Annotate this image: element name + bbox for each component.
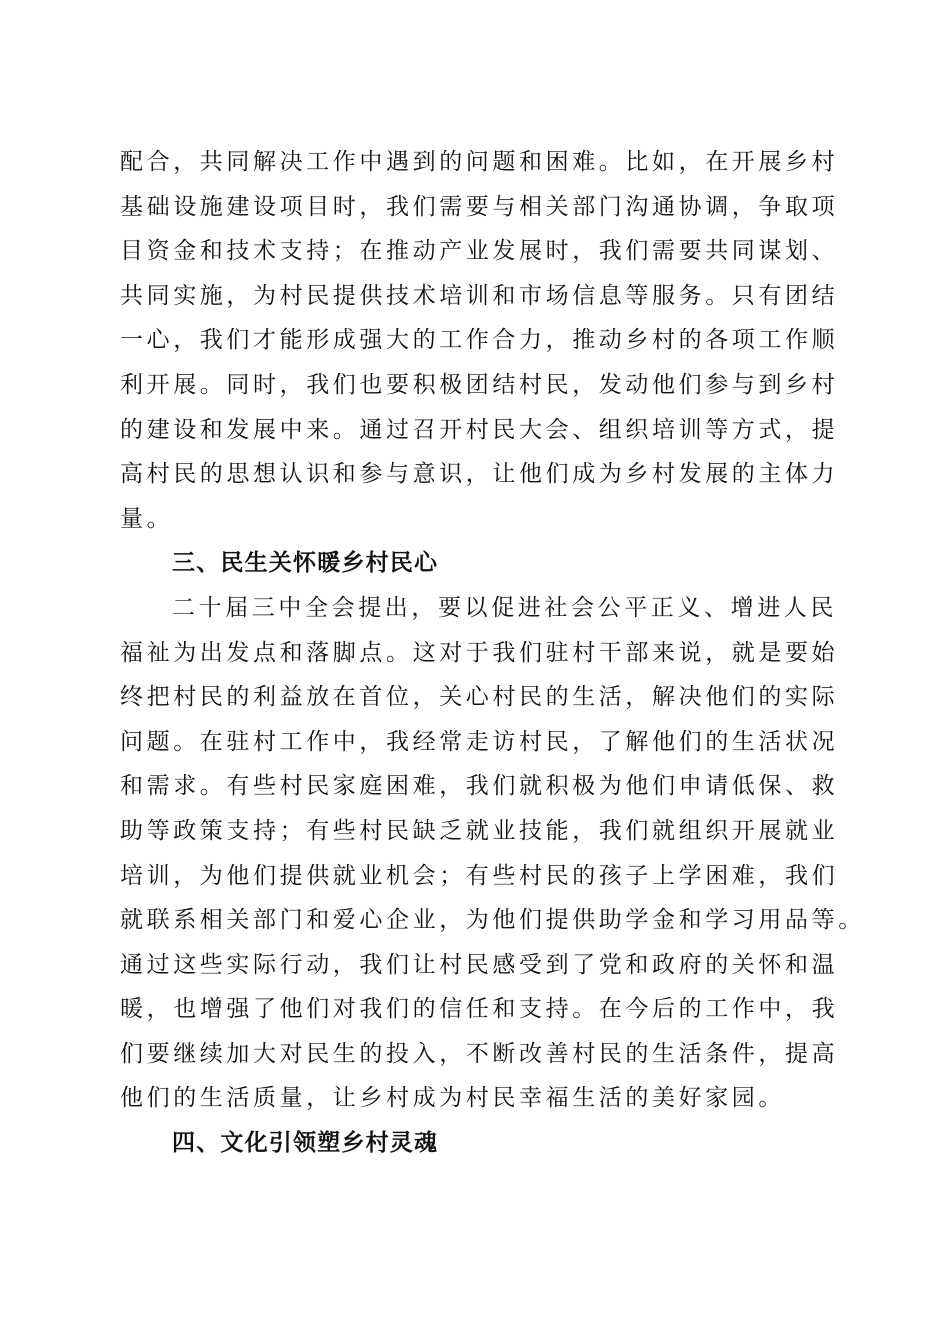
- text-line: 一心，我们才能形成强大的工作合力，推动乡村的各项工作顺: [120, 327, 839, 354]
- text-line: 和需求。有些村民家庭困难，我们就积极为他们申请低保、救: [120, 773, 839, 800]
- text-line: 共同实施，为村民提供技术培训和市场信息等服务。只有团结: [120, 282, 839, 309]
- section-heading-4: 四、文化引领塑乡村灵魂: [172, 1130, 439, 1157]
- paragraph-cooperation: [120, 140, 840, 541]
- text-line: 就联系相关部门和爱心企业，为他们提供助学金和学习用品等。: [120, 907, 865, 934]
- text-line: 高村民的思想认识和参与意识，让他们成为乡村发展的主体力: [120, 461, 839, 488]
- text-line: 目资金和技术支持；在推动产业发展时，我们需要共同谋划、: [120, 238, 839, 265]
- text-line: 量。: [120, 505, 174, 532]
- text-line: 二十届三中全会提出，要以促进社会公平正义、增进人民: [172, 594, 837, 621]
- text-line: 暖，也增强了他们对我们的信任和支持。在今后的工作中，我: [120, 996, 839, 1023]
- text-line: 利开展。同时，我们也要积极团结村民，发动他们参与到乡村: [120, 371, 839, 398]
- paragraph-livelihood: [120, 586, 865, 1121]
- section-heading-3: 三、民生关怀暖乡村民心: [172, 550, 439, 577]
- text-line: 培训，为他们提供就业机会；有些村民的孩子上学困难，我们: [120, 862, 839, 889]
- text-line: 们要继续加大对民生的投入，不断改善村民的生活条件，提高: [120, 1040, 839, 1067]
- text-line: 他们的生活质量，让乡村成为村民幸福生活的美好家园。: [120, 1085, 785, 1112]
- text-line: 问题。在驻村工作中，我经常走访村民，了解他们的生活状况: [120, 728, 839, 755]
- text-line: 福祉为出发点和落脚点。这对于我们驻村干部来说，就是要始: [120, 639, 839, 666]
- document-body: [120, 140, 865, 1166]
- text-line: 的建设和发展中来。通过召开村民大会、组织培训等方式，提: [120, 416, 839, 443]
- text-line: 配合，共同解决工作中遇到的问题和困难。比如，在开展乡村: [120, 149, 839, 175]
- text-line: 通过这些实际行动，我们让村民感受到了党和政府的关怀和温: [120, 951, 839, 978]
- text-line: 助等政策支持；有些村民缺乏就业技能，我们就组织开展就业: [120, 817, 839, 844]
- text-line: 终把村民的利益放在首位，关心村民的生活，解决他们的实际: [120, 684, 839, 711]
- text-line: 基础设施建设项目时，我们需要与相关部门沟通协调，争取项: [120, 193, 839, 220]
